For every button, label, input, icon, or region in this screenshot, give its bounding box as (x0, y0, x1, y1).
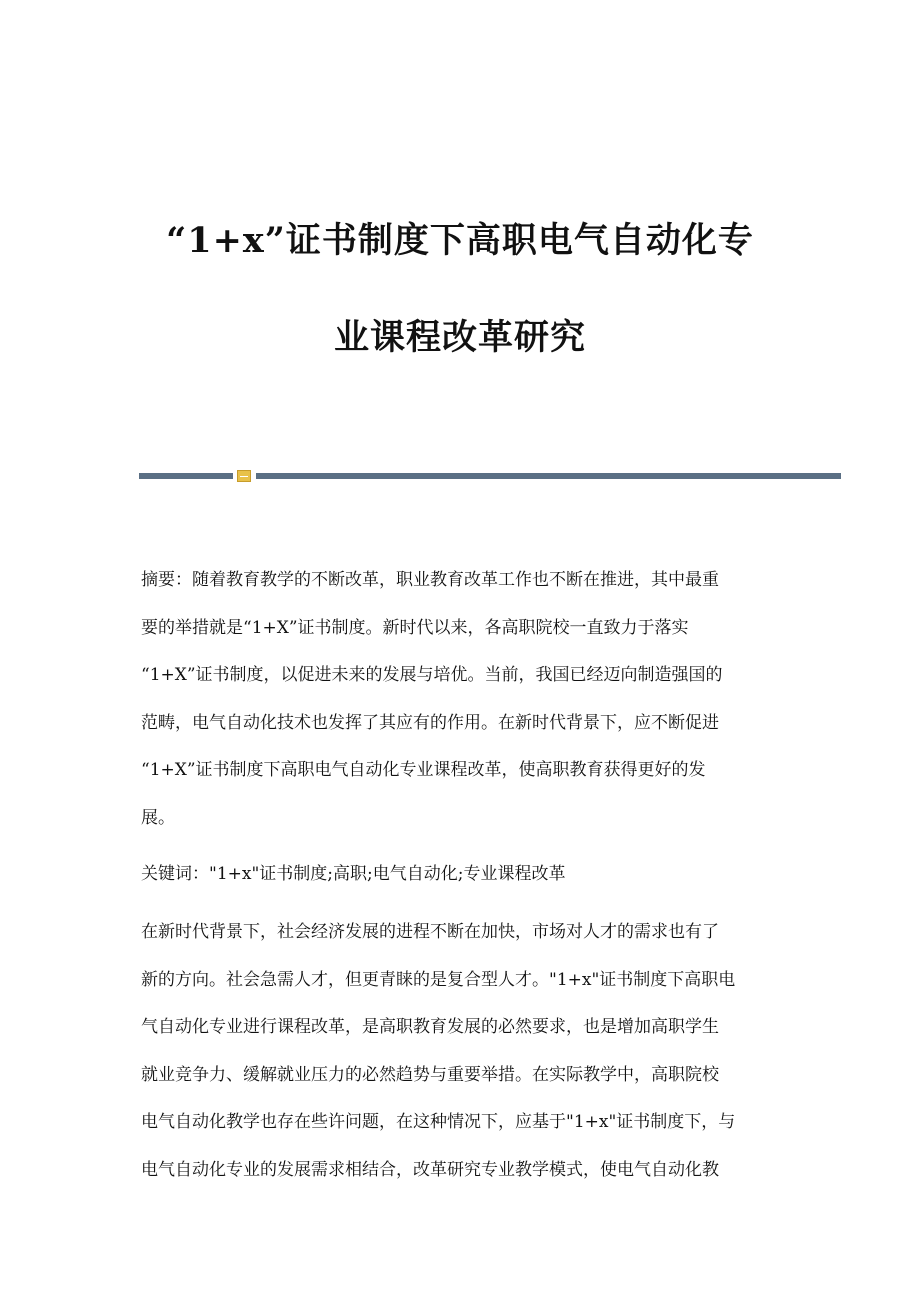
abstract-line: “1+X”证书制度，以促进未来的发展与培优。当前，我国已经迈向制造强国的 (141, 665, 723, 685)
body-paragraph (141, 909, 781, 1194)
divider-ornament-icon (237, 470, 251, 482)
abstract-line: 要的举措就是“1+X”证书制度。新时代以来，各高职院校一直致力于落实 (141, 617, 689, 638)
paragraph-line: 就业竞争力、缓解就业压力的必然趋势与重要举措。在实际教学中，高职院校 (141, 1064, 719, 1085)
paragraph-line: 在新时代背景下，社会经济发展的进程不断在加快，市场对人才的需求也有了 (141, 922, 719, 942)
title-divider (139, 470, 841, 482)
paragraph-line: 气自动化专业进行课程改革，是高职教育发展的必然要求，也是增加高职学生 (141, 1017, 719, 1037)
paragraph-line: 新的方向。社会急需人才，但更青睐的是复合型人才。"1+x"证书制度下高职电 (141, 969, 736, 990)
divider-bar-left (139, 473, 233, 479)
abstract (141, 557, 781, 842)
title-line-1: “1+x”证书制度下高职电气自动化专 (166, 220, 754, 261)
title-line-2: 业课程改革研究 (333, 317, 586, 358)
abstract-line: 展。 (141, 807, 175, 828)
keywords (141, 851, 781, 899)
abstract-line: 摘要：随着教育教学的不断改革，职业教育改革工作也不断在推进，其中最重 (141, 570, 719, 590)
abstract-line: “1+X”证书制度下高职电气自动化专业课程改革，使高职教育获得更好的发 (141, 760, 706, 780)
keywords-line: 关键词："1+x"证书制度;高职;电气自动化;专业课程改革 (141, 864, 566, 884)
paragraph-line: 电气自动化教学也存在些许问题，在这种情况下，应基于"1+x"证书制度下，与 (141, 1112, 736, 1132)
paragraph-line: 电气自动化专业的发展需求相结合，改革研究专业教学模式，使电气自动化教 (141, 1159, 719, 1180)
divider-bar-right (256, 473, 841, 479)
abstract-line: 范畴，电气自动化技术也发挥了其应有的作用。在新时代背景下，应不断促进 (141, 712, 719, 733)
